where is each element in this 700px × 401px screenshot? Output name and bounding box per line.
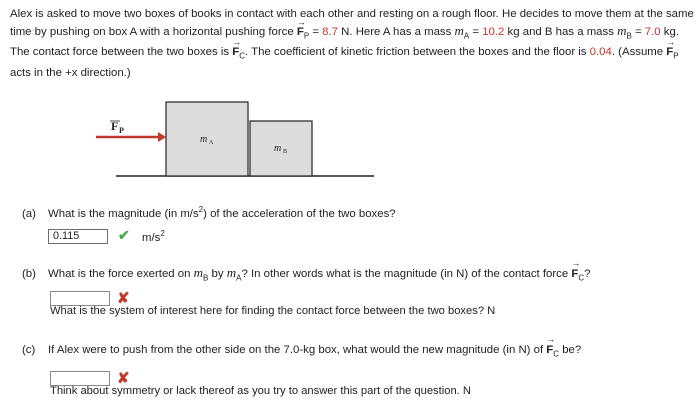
box-a-sub: A (209, 140, 214, 146)
fp-symbol-2: → F (666, 44, 673, 61)
part-c-label: (c) (22, 344, 36, 356)
force-label: F (111, 119, 119, 133)
problem-statement: Alex is asked to move two boxes of books in contact with each other and resting on a rough floor. He decides to move them at the same time by pushing on box A with a horizontal pushing force → $F_P = 8.7$ N. Here A has a mass $m_A = 10.2$ kg and B has a mass $m_B = 7.0$ kg. The contact force between the two boxes is → $F_C$. The coefficient of kinetic friction between the boxes and the floor is 0.04. (Assume → $F_P$ acts in the +x direction.) (10, 6, 694, 82)
x-icon: ✘ (117, 370, 130, 387)
boxes-figure (0, 0, 700, 200)
mu-value: 0.04 (589, 46, 612, 59)
part-b-label: (b) (22, 268, 36, 280)
part-c-feedback: Think about symmetry or lack thereof as you try to answer this part of the question. N (50, 385, 471, 397)
ma-value: 10.2 (482, 25, 505, 38)
box-b-sub: B (283, 149, 288, 155)
box-b-label: m (274, 143, 282, 154)
mb-symbol: m (617, 22, 627, 38)
part-a-answer-field[interactable]: 0.115 (48, 229, 108, 244)
fp-value: 8.7 (322, 25, 338, 38)
part-a-label: (a) (22, 207, 36, 220)
ma-symbol: m (454, 22, 464, 38)
check-icon: ✔ (118, 227, 130, 243)
mb-value: 7.0 (644, 25, 661, 38)
part-b-feedback: What is the system of interest here for finding the contact force between the two boxes? N (50, 305, 496, 317)
part-b-answer-field[interactable] (50, 291, 110, 306)
box-a-label: m (200, 134, 208, 145)
fc-symbol: → F (232, 44, 239, 61)
problem-text: Alex is asked to move two boxes of books in contact with each other and resting on a rough floor. He decides to move them at the same time by pushing on box A with a horizontal pushing force (10, 8, 694, 38)
force-label-sub: P (119, 126, 124, 135)
x-icon: ✘ (117, 290, 130, 307)
part-b-question: (b) What is the force exerted on $m_B$ by $m_A$? In other words what is the magnitude (in N) of the contact force → $F_C$? (22, 265, 590, 282)
force-arrowhead-icon (158, 132, 166, 142)
part-a-question: (a) What is the magnitude (in $m/s^2$) of the acceleration of the two boxes? (22, 205, 396, 220)
part-c-question: (c) If Alex were to push from the other side on the 7.0-kg box, what would the new magnitude (in N) of → $F_C$ be? (22, 344, 581, 358)
fp-subscript: P (303, 30, 310, 40)
part-a-unit: $m/s^2$ (142, 229, 165, 244)
fp-symbol: → F (297, 24, 304, 41)
part-c-answer-field[interactable] (50, 371, 110, 386)
